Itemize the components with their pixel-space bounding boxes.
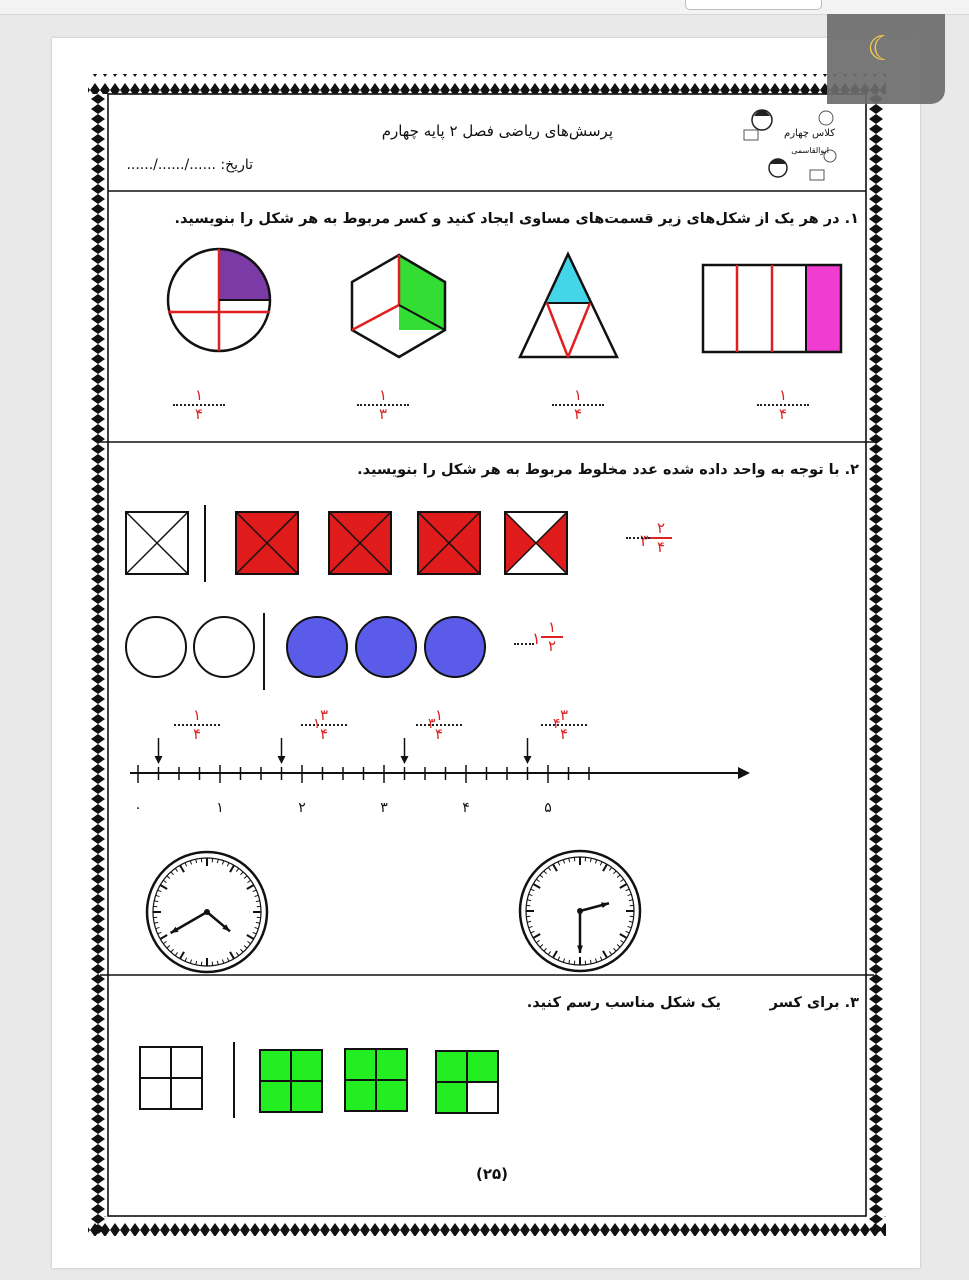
q1-answer-fraction-2 [357, 386, 409, 426]
q3-question-b: یک شکل مناسب رسم کنید. [526, 995, 721, 1011]
fraction-numerator: ۲ [656, 519, 666, 537]
q2-unit-square [126, 512, 188, 574]
number-line-answer-3 [416, 706, 462, 746]
zigzag-border-top [88, 74, 886, 94]
zigzag-border-left [91, 94, 105, 1234]
number-line-label: ۴ [462, 800, 470, 816]
fraction-numerator: ۱ [194, 386, 204, 404]
q2-squares-answer-fraction [650, 519, 672, 559]
q2-unit-circle-1 [126, 617, 186, 677]
q2-red-square-2 [329, 512, 391, 574]
page-title: پرسش‌های ریاضی فصل ۲ پایه چهارم [381, 122, 613, 140]
q1-question: ۱. در هر یک از شکل‌های زیر قسمت‌های مساوی ایجاد کنید و کسر مربوط به هر شکل را بنویسید. [174, 211, 859, 227]
q2-blue-circle-1 [287, 617, 347, 677]
fraction-denominator: ۲ [547, 637, 557, 655]
q3-unit-grid [140, 1047, 202, 1109]
fraction-numerator: ۱ [434, 706, 444, 724]
number-line-arrowhead [524, 756, 532, 764]
fraction-numerator: ۱ [192, 706, 202, 724]
number-line-arrowhead [401, 756, 409, 764]
logo-line1: کلاس چهارم [784, 128, 835, 139]
zigzag-border-right [869, 94, 883, 1234]
fraction-numerator: ۱ [547, 618, 557, 636]
moon-icon: ☾ [867, 29, 898, 69]
fraction-denominator: ۴ [192, 725, 202, 743]
fraction-denominator: ۴ [778, 405, 788, 423]
q1-answer-fraction-1 [173, 386, 225, 426]
q2-unit-circle-2 [194, 617, 254, 677]
q2-red-square-1 [236, 512, 298, 574]
q3-partial-grid [436, 1051, 498, 1113]
q2-blue-circle-3 [425, 617, 485, 677]
q3-question-a: ۳. برای کسر [769, 995, 859, 1011]
number-line-answer-4 [541, 706, 587, 746]
page-number: (۲۵) [475, 1165, 508, 1183]
fraction-denominator: ۳ [378, 405, 388, 423]
fraction-numerator: ۱ [778, 386, 788, 404]
date-field: تاریخ: ....../....../...... [126, 157, 253, 173]
q1-rectangle [703, 265, 841, 352]
number-line-answer-whole-3: ۳ [428, 716, 436, 732]
number-line-label: ۵ [544, 800, 552, 816]
fraction-numerator: ۱ [573, 386, 583, 404]
fraction-denominator: ۴ [656, 538, 666, 556]
q2-question: ۲. با توجه به واحد داده شده عدد مخلوط مربوط به هر شکل را بنویسید. [357, 462, 859, 478]
q3-green-grid-1 [260, 1050, 322, 1112]
fraction-denominator: ۴ [194, 405, 204, 423]
q3-green-grid-2 [345, 1049, 407, 1111]
class-logo [744, 110, 836, 180]
q2-blue-circle-2 [356, 617, 416, 677]
q1-answer-fraction-4 [757, 386, 809, 426]
q1-triangle [520, 254, 617, 357]
number-line-answer-2 [301, 706, 347, 746]
fraction-denominator: ۴ [559, 725, 569, 743]
q1-circle [168, 249, 270, 351]
q2-partial-square [505, 512, 567, 574]
fraction-denominator: ۴ [573, 405, 583, 423]
clock-left [147, 852, 267, 972]
fraction-numerator: ۳ [319, 706, 329, 724]
fraction-denominator: ۴ [434, 725, 444, 743]
number-line-label: ۲ [298, 800, 306, 816]
q2-circles-answer-whole: ۱ [532, 629, 541, 648]
answer-dots [514, 643, 534, 645]
q2-squares-answer-whole: ۳ [640, 531, 649, 550]
number-line [130, 765, 750, 816]
zigzag-border-bottom [88, 1216, 886, 1236]
number-line-arrowhead [155, 756, 163, 764]
clock-right [520, 851, 640, 971]
number-line-answer-whole-4: ۴ [553, 716, 561, 732]
answer-dots [626, 537, 650, 539]
q2-red-square-3 [418, 512, 480, 574]
number-line-label: ۱ [216, 800, 224, 816]
number-line-arrowhead [278, 756, 286, 764]
q1-hexagon [352, 255, 445, 357]
fraction-numerator: ۳ [559, 706, 569, 724]
number-line-answer-whole-2: ۱ [313, 716, 321, 732]
q2-circles-answer-fraction [541, 618, 563, 658]
logo-line2: ابوالقاسمی [791, 146, 829, 155]
number-line-label: ۳ [380, 800, 388, 816]
number-line-label: ۰ [134, 800, 142, 816]
number-line-answer-1 [174, 706, 220, 746]
q1-answer-fraction-3 [552, 386, 604, 426]
fraction-numerator: ۱ [378, 386, 388, 404]
fraction-denominator: ۴ [319, 725, 329, 743]
night-mode-toggle[interactable] [827, 14, 945, 104]
